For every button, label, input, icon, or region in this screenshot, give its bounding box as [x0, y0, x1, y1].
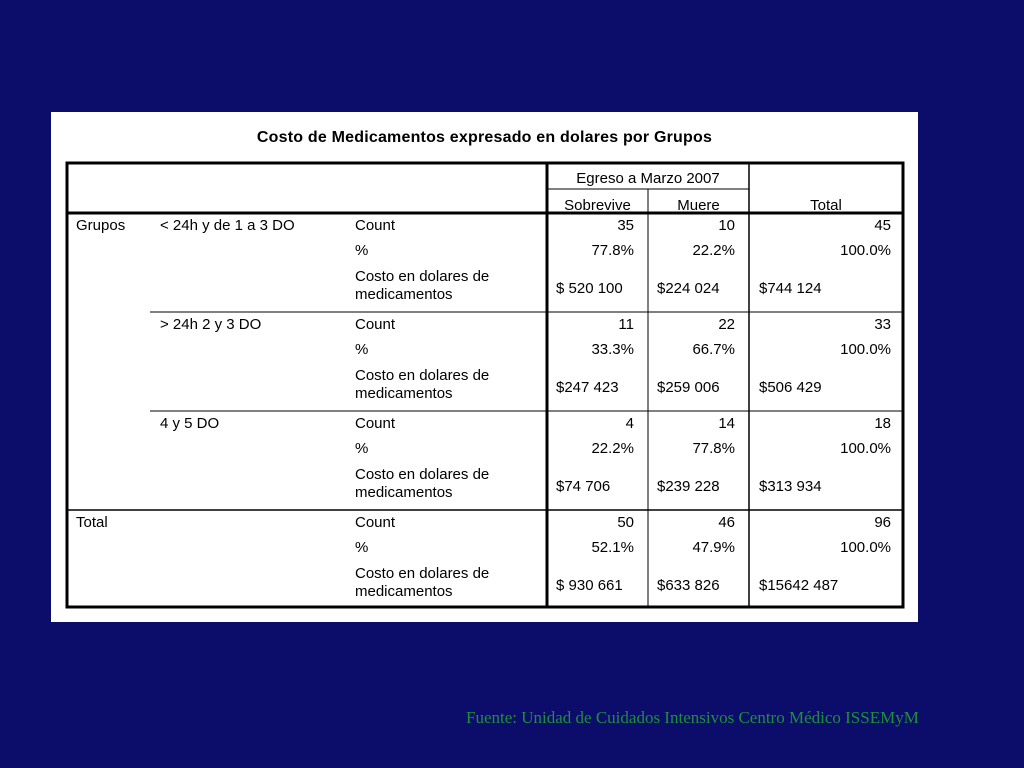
- table-cell: 18: [874, 415, 891, 432]
- table-cell: $ 930 661: [556, 577, 623, 594]
- table-cell: $224 024: [657, 280, 720, 297]
- col-header-die: Muere: [677, 197, 720, 214]
- table-cell: 35: [617, 217, 634, 234]
- table-cell: 66.7%: [692, 341, 735, 358]
- table-cell: $247 423: [556, 379, 619, 396]
- table-cell: 22.2%: [692, 242, 735, 259]
- total-row-label: Total: [76, 514, 108, 531]
- table-cell: 50: [617, 514, 634, 531]
- metric-label-count: Count: [355, 514, 396, 531]
- col-header-survive: Sobrevive: [564, 197, 631, 214]
- table-cell: 10: [718, 217, 735, 234]
- table-cell: 47.9%: [692, 539, 735, 556]
- group-label: < 24h y de 1 a 3 DO: [160, 217, 295, 234]
- table-cell: $ 520 100: [556, 280, 623, 297]
- col-header-total: Total: [810, 197, 842, 214]
- metric-label-count: Count: [355, 217, 396, 234]
- table-cell: 22: [718, 316, 735, 333]
- table-cell: 77.8%: [692, 440, 735, 457]
- metric-label-percent: %: [355, 341, 369, 358]
- source-footer: Fuente: Unidad de Cuidados Intensivos Centro Médico ISSEMyM: [466, 708, 919, 727]
- table-cell: 14: [718, 415, 735, 432]
- table-cell: 96: [874, 514, 891, 531]
- group-label: > 24h 2 y 3 DO: [160, 316, 262, 333]
- table-cell: 4: [625, 415, 634, 432]
- table-cell: $633 826: [657, 577, 720, 594]
- table-cell: 100.0%: [840, 341, 891, 358]
- table-cell: 11: [618, 316, 634, 333]
- metric-label-percent: %: [355, 440, 369, 457]
- table-cell: $259 006: [657, 379, 720, 396]
- table-cell: 52.1%: [591, 539, 634, 556]
- table-panel: [51, 112, 918, 622]
- table-cell: 100.0%: [840, 539, 891, 556]
- metric-label-cost: Costo en dolares de medicamentos: [355, 466, 490, 501]
- row-dimension-label: Grupos: [76, 217, 126, 234]
- metric-label-percent: %: [355, 539, 369, 556]
- table-cell: 77.8%: [591, 242, 634, 259]
- table-title: Costo de Medicamentos expresado en dolares por Grupos: [256, 129, 713, 146]
- table-cell: 46: [718, 514, 735, 531]
- table-cell: $74 706: [556, 478, 611, 495]
- table-cell: $15642 487: [759, 577, 839, 594]
- metric-label-cost: Costo en dolares de medicamentos: [355, 565, 490, 600]
- table-cell: 100.0%: [840, 242, 891, 259]
- metric-label-count: Count: [355, 415, 396, 432]
- metric-label-percent: %: [355, 242, 369, 259]
- table-cell: $744 124: [759, 280, 822, 297]
- metric-label-count: Count: [355, 316, 396, 333]
- table-cell: 33.3%: [591, 341, 634, 358]
- table-cell: 33: [874, 316, 891, 333]
- table-cell: $313 934: [759, 478, 822, 495]
- metric-label-cost: Costo en dolares de medicamentos: [355, 367, 490, 402]
- table-cell: $506 429: [759, 379, 822, 396]
- group-label: 4 y 5 DO: [160, 415, 220, 432]
- table-cell: 100.0%: [840, 440, 891, 457]
- metric-label-cost: Costo en dolares de medicamentos: [355, 268, 490, 303]
- table-cell: 45: [874, 217, 891, 234]
- group-header: Egreso a Marzo 2007: [576, 170, 720, 187]
- table-cell: $239 228: [657, 478, 720, 495]
- table-cell: 22.2%: [591, 440, 634, 457]
